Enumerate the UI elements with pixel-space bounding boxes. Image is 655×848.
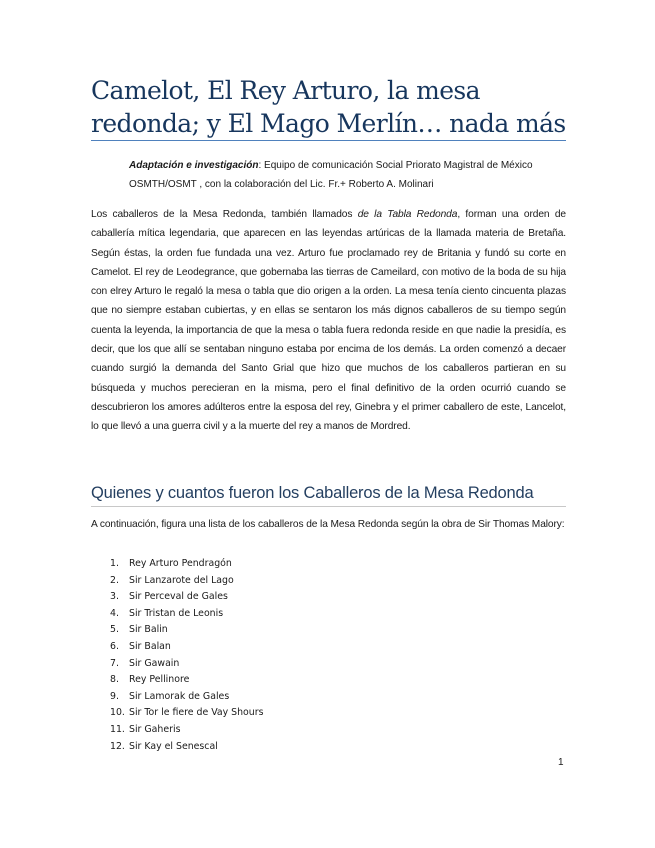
list-item <box>110 672 263 689</box>
knight-name: Sir Lamorak de Gales <box>129 690 230 702</box>
list-number: 12. <box>110 740 125 752</box>
credit-line <box>129 156 566 194</box>
section-intro: A continuación, figura una lista de los caballeros de la Mesa Redonda según la obra de Sir Thomas Malory: <box>91 519 565 530</box>
list-item <box>110 622 263 639</box>
list-item <box>110 639 263 656</box>
list-item <box>110 589 263 606</box>
knight-name: Sir Perceval de Gales <box>129 591 228 603</box>
knights-list <box>110 556 263 755</box>
knight-name: Sir Tor le fiere de Vay Shours <box>129 707 264 719</box>
knight-name: Rey Pellinore <box>129 674 190 686</box>
knight-name: Sir Balin <box>129 624 168 636</box>
knight-name: Sir Gaheris <box>129 723 181 735</box>
list-number: 4. <box>110 607 119 619</box>
list-number: 6. <box>110 640 119 652</box>
knight-name: Rey Arturo Pendragón <box>129 558 232 569</box>
body-paragraph <box>91 205 566 437</box>
list-item <box>110 606 263 623</box>
body-text-part2: , forman una orden de caballería mítica legendaria, que aparecen en las leyendas artúricas de la llamada materia de Bretaña. Según éstas, la orden fue fundada una vez. Arturo fue proclamado rey de Britania y fundó su corte en Camelot. El rey de Leodegrance, que gobernaba las tierras de Cameilard, con motivo de la boda de su hija con elrey Arturo le regaló la mesa o tabla que dio origen a la orden. La mesa tenía ciento cincuenta plazas que no siempre estaban cubiertas, y en ellas se sentaron los más dignos caballeros de su tiempo según cuenta la leyenda, la importancia de que la mesa o tabla fuera redonda reside en que nadie la presidía, es decir, que los que allí se sentaban ninguno estaba por encima de los demás. La orden comenzó a decaer cuando surgió la demanda del Santo Grial que hizo que muchos de los caballeros partieran en su búsqueda y muchos perecieran en la misma, pero el final definitivo de la orden ocurrió cuando se descubrieron los amores adúlteros entre la esposa del rey, Ginebra y el primer caballero de este, Lancelot, lo que llevó a una guerra civil y a la muerte del rey a manos de Mordred. <box>91 209 566 433</box>
list-number: 2. <box>110 574 119 586</box>
knight-name: Sir Tristan de Leonis <box>129 607 224 619</box>
list-number: 9. <box>110 690 119 702</box>
list-item <box>110 656 263 673</box>
list-item <box>110 722 263 739</box>
list-number: 8. <box>110 674 119 686</box>
knight-name: Sir Balan <box>129 640 171 652</box>
page-number: 1 <box>558 757 564 768</box>
list-item <box>110 689 263 706</box>
list-number: 5. <box>110 624 119 636</box>
body-text-italic: de la Tabla Redonda <box>357 209 458 220</box>
list-number: 7. <box>110 657 119 669</box>
list-item <box>110 739 263 756</box>
list-item <box>110 573 263 590</box>
list-number: 1. <box>110 558 119 569</box>
knight-name: Sir Kay el Senescal <box>129 740 218 752</box>
body-text-part1: Los caballeros de la Mesa Redonda, también llamados <box>91 209 358 220</box>
section-divider <box>91 506 566 507</box>
list-number: 11. <box>110 723 125 735</box>
list-number: 10. <box>110 707 125 719</box>
knight-name: Sir Lanzarote del Lago <box>129 574 234 586</box>
title-divider <box>91 140 566 141</box>
list-item <box>110 705 263 722</box>
list-number: 3. <box>110 591 119 603</box>
section-heading: Quienes y cuantos fueron los Caballeros de la Mesa Redonda <box>91 484 534 502</box>
credit-text: : Equipo de comunicación Social Priorato Magistral de México OSMTH/OSMT , con la colaboración del Lic. Fr.+ Roberto A. Molinari <box>129 160 533 190</box>
list-item <box>110 556 263 573</box>
knight-name: Sir Gawain <box>129 657 180 669</box>
document-title: Camelot, El Rey Arturo, la mesa redonda; y El Mago Merlín… nada más <box>91 76 566 138</box>
credit-label: Adaptación e investigación <box>129 160 259 171</box>
